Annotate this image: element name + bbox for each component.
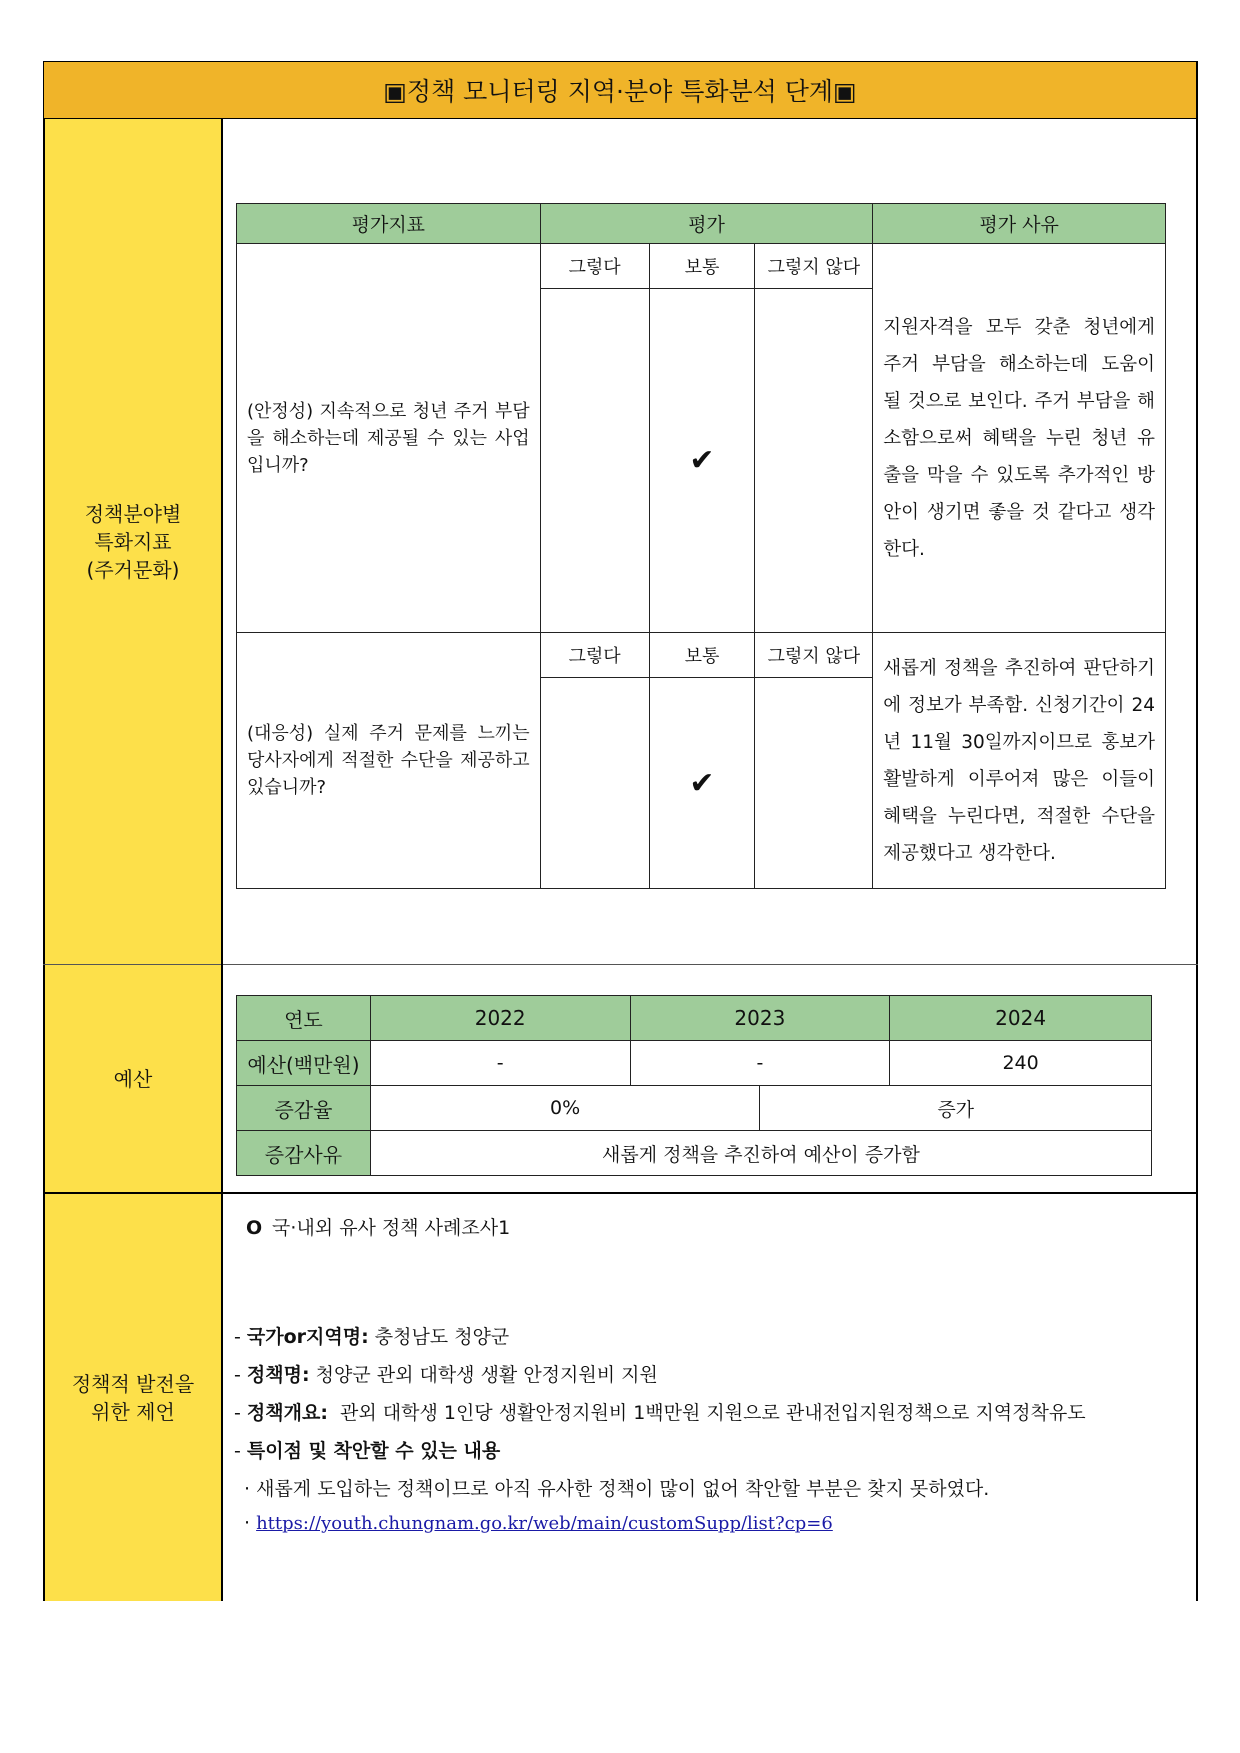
- proposal-item-notes: - 특이점 및 착안할 수 있는 내용: [234, 1440, 501, 1462]
- proposal-item-region: - 국가or지역명: 충청남도 청양군: [234, 1326, 510, 1348]
- scale-no: 그렇지 않다: [755, 244, 873, 289]
- col-header-reason: 평가 사유: [873, 204, 1166, 244]
- scale-yes: 그렇다: [540, 633, 649, 678]
- col-header-indicator: 평가지표: [237, 204, 541, 244]
- reason-responsiveness: 새롭게 정책을 추진하여 판단하기에 정보가 부족함. 신청기간이 24년 11월 30일까지이므로 홍보가 활발하게 이루어져 많은 이들이 혜택을 누린다면, 적절한 수단을 제공했다고 생각한다.: [873, 633, 1166, 889]
- item-label: 정책명:: [246, 1364, 310, 1386]
- side-label-line: 예산: [113, 1066, 153, 1091]
- budget-2024: 240: [890, 1041, 1152, 1086]
- side-label-line: 정책적 발전을: [71, 1371, 195, 1396]
- change-reason-value: 새롭게 정책을 추진하여 예산이 증가함: [370, 1131, 1151, 1176]
- note-text: 새롭게 도입하는 정책이므로 아직 유사한 정책이 많이 없어 착안할 부분은 찾지 못하였다.: [256, 1478, 990, 1500]
- side-label-evaluation: [45, 119, 221, 964]
- reason-stability: 지원자격을 모두 갖춘 청년에게 주거 부담을 해소하는데 도움이 될 것으로 보인다. 주거 부담을 해소함으로써 혜택을 누린 청년 유출을 막을 수 있도록 추가적인 방안이 생기면 좋을 것 같다고 생각한다.: [873, 244, 1166, 633]
- year-2024: 2024: [890, 996, 1152, 1041]
- side-label-proposal: [45, 1194, 221, 1601]
- item-label: 특이점 및 착안할 수 있는 내용: [246, 1440, 501, 1462]
- budget-label: 예산(백만원): [237, 1041, 371, 1086]
- question-responsiveness: (대응성) 실제 주거 문제를 느끼는 당사자에게 적절한 수단을 제공하고 있습니까?: [237, 633, 541, 889]
- proposal-heading: [246, 1213, 510, 1240]
- rate-value-2: 증가: [760, 1086, 1152, 1131]
- page-title: ▣정책 모니터링 지역·분야 특화분석 단계▣: [44, 62, 1196, 118]
- evaluation-table: [236, 203, 1166, 889]
- year-2022: 2022: [370, 996, 630, 1041]
- side-label-line: 위한 제언: [91, 1399, 175, 1424]
- budget-2023: -: [630, 1041, 890, 1086]
- checkmark-icon: ✔: [649, 678, 755, 889]
- rate-label: 증감율: [237, 1086, 371, 1131]
- proposal-link-line: · https://youth.chungnam.go.kr/web/main/customSupp/list?cp=6: [244, 1512, 833, 1534]
- side-label-line: 정책분야별: [84, 501, 182, 526]
- answer-cell-yes: [540, 289, 649, 633]
- item-value: 충청남도 청양군: [374, 1326, 510, 1348]
- item-value: 청양군 관외 대학생 생활 안정지원비 지원: [315, 1364, 658, 1386]
- budget-table: [236, 995, 1152, 1176]
- answer-cell-no: [755, 678, 873, 889]
- side-label-budget: [45, 965, 221, 1192]
- frame-right: [1196, 61, 1198, 1601]
- reference-link[interactable]: https://youth.chungnam.go.kr/web/main/customSupp/list?cp=6: [256, 1513, 833, 1534]
- proposal-heading-text: 국·내외 유사 정책 사례조사1: [272, 1217, 511, 1239]
- answer-cell-no: [755, 289, 873, 633]
- change-reason-label: 증감사유: [237, 1131, 371, 1176]
- scale-yes: 그렇다: [540, 244, 649, 289]
- checkmark-icon: ✔: [649, 289, 755, 633]
- year-2023: 2023: [630, 996, 890, 1041]
- scale-neutral: 보통: [649, 633, 755, 678]
- item-value: 관외 대학생 1인당 생활안정지원비 1백만원 지원으로 관내전입지원정책으로 지역정착유도: [340, 1402, 1086, 1424]
- item-label: 국가or지역명:: [246, 1326, 369, 1348]
- proposal-note: · 새롭게 도입하는 정책이므로 아직 유사한 정책이 많이 없어 착안할 부분은 찾지 못하였다.: [244, 1478, 990, 1500]
- frame-side-border: [221, 117, 223, 1601]
- proposal-item-summary: - 정책개요: 관외 대학생 1인당 생활안정지원비 1백만원 지원으로 관내전입지원정책으로 지역정착유도: [234, 1402, 1086, 1424]
- side-label-line: (주거문화): [86, 557, 180, 582]
- question-stability: (안정성) 지속적으로 청년 주거 부담을 해소하는데 제공될 수 있는 사업입니까?: [237, 244, 541, 633]
- budget-2022: -: [370, 1041, 630, 1086]
- side-label-line: 특화지표: [94, 529, 172, 554]
- proposal-item-policy: - 정책명: 청양군 관외 대학생 생활 안정지원비 지원: [234, 1364, 658, 1386]
- col-header-evaluation: 평가: [540, 204, 873, 244]
- item-label: 정책개요:: [246, 1402, 328, 1424]
- rate-value-1: 0%: [370, 1086, 760, 1131]
- answer-cell-yes: [540, 678, 649, 889]
- year-label: 연도: [237, 996, 371, 1041]
- scale-neutral: 보통: [649, 244, 755, 289]
- scale-no: 그렇지 않다: [755, 633, 873, 678]
- circle-marker-icon: O: [246, 1217, 263, 1239]
